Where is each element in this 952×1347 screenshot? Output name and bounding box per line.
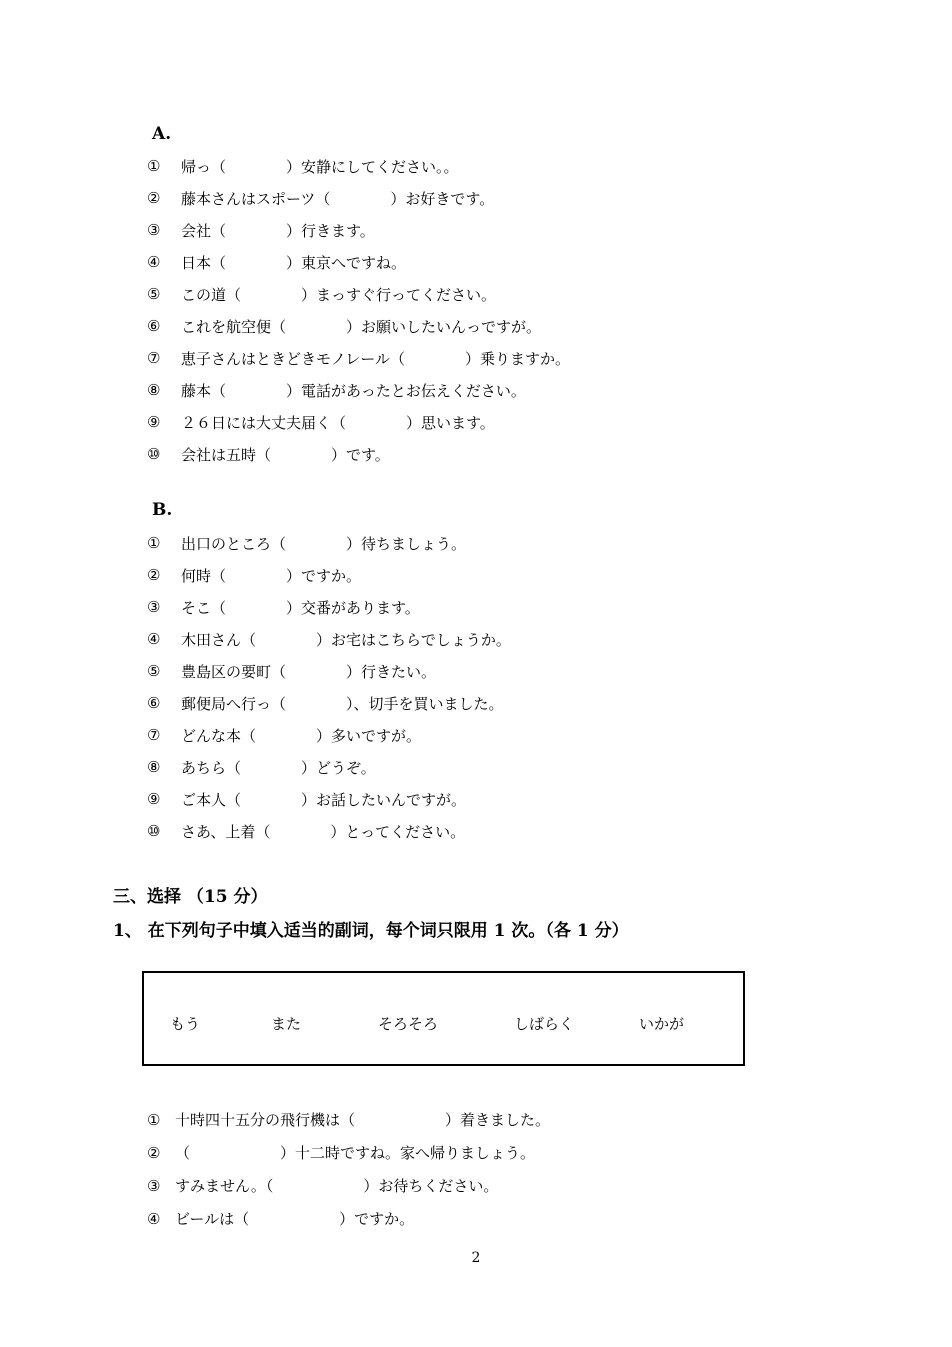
list-item: ⑤ この道（ ）まっすぐ行ってください。 [147,285,497,304]
list-item: ⑥ 郵便局へ行っ（ ）、切手を買いました。 [147,694,504,713]
list-item: ① 出口のところ（ ）待ちましょう。 [147,534,467,553]
list-item: ③ そこ（ ）交番があります。 [147,598,420,617]
list-item: ④ 日本（ ）東京へですね。 [147,253,407,272]
list-item: ③ すみません。（ ）お待ちください。 [147,1176,499,1195]
list-item: ⑥ これを航空便（ ）お願いしたいんっですが。 [147,317,542,336]
section-a-list [147,150,570,470]
question-1-title: 1、 在下列句子中填入适当的副词，每个词只限用 1 次。（各 1 分） [113,921,629,941]
question-1-list [147,1103,550,1235]
word-option: もう [170,1015,201,1033]
word-option: いかが [639,1015,685,1033]
list-item: ① 十時四十五分の飛行機は（ ）着きました。 [147,1110,551,1129]
list-item: ⑦ どんな本（ ）多いですが。 [147,726,422,745]
list-item: ② 藤本さんはスポーツ（ ）お好きです。 [147,189,495,208]
section-a-label: A. [152,124,172,144]
list-item: ⑧ 藤本（ ）電話があったとお伝えください。 [147,381,526,400]
word-option: そろそろ [378,1015,439,1033]
list-item: ⑤ 豊島区の要町（ ）行きたい。 [147,662,437,681]
list-item: ⑨ ２６日には大丈夫届く（ ）思います。 [147,413,495,432]
list-item: ② （ ）十二時ですね。家へ帰りましょう。 [147,1143,536,1162]
list-item: ⑦ 恵子さんはときどきモノレール（ ）乗りますか。 [147,349,570,368]
section-b-list [147,527,511,847]
page-number: 2 [471,1250,481,1266]
word-option: また [271,1015,302,1033]
section-b-label: B. [152,500,173,520]
list-item: ⑩ 会社は五時（ ）です。 [147,445,390,464]
word-option: しばらく [514,1015,575,1033]
list-item: ④ 木田さん（ ）お宅はこちらでしょうか。 [147,630,511,649]
list-item: ⑩ さあ、上着（ ）とってください。 [147,822,466,841]
list-item: ⑨ ご本人（ ）お話したいんですが。 [147,790,467,809]
list-item: ② 何時（ ）ですか。 [147,566,362,585]
list-item: ④ ビールは（ ）ですか。 [147,1209,415,1228]
list-item: ③ 会社（ ）行きます。 [147,221,375,240]
list-item: ① 帰っ（ ）安静にしてください。。 [147,157,459,176]
section-3-title: 三、选择 （15 分） [113,887,268,907]
list-item: ⑧ あちら（ ）どうぞ。 [147,758,376,777]
